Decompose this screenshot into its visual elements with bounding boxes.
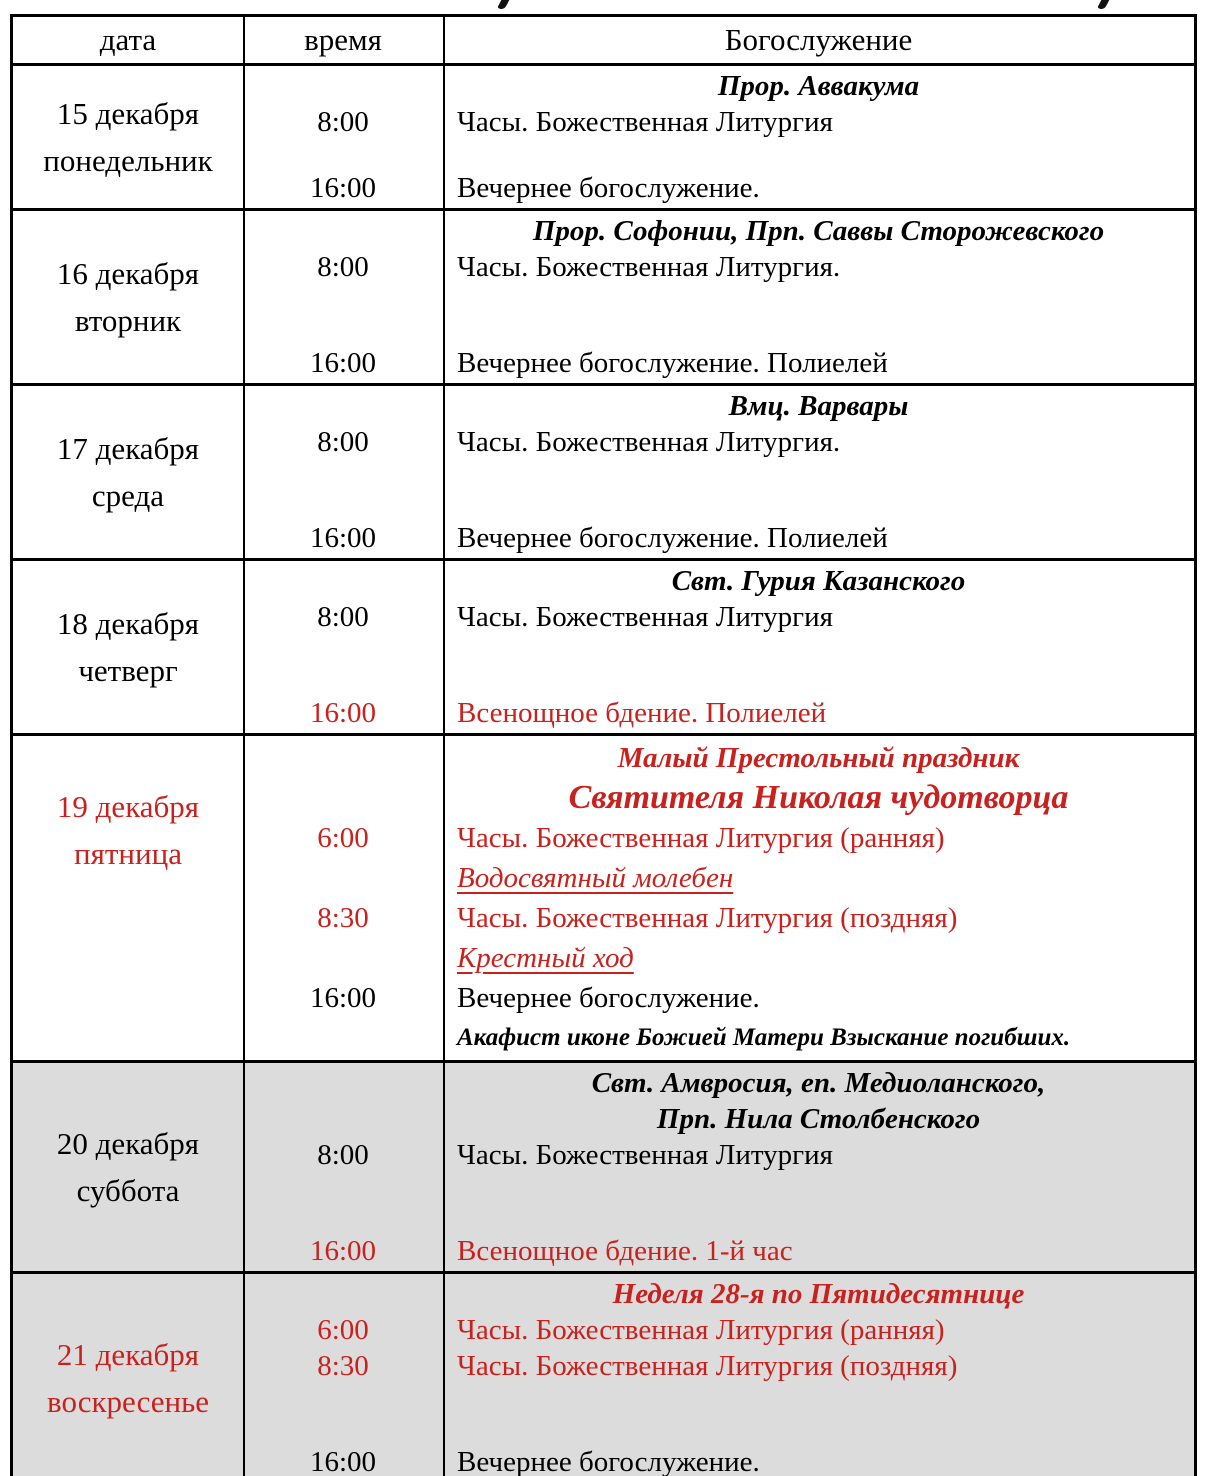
feast-line — [243, 1101, 1194, 1137]
service-text: Часы. Божественная Литургия — [457, 106, 833, 138]
schedule-row — [13, 66, 1194, 211]
feast-title: Прор. Софонии, Прп. Саввы Сторожевского — [532, 215, 1105, 247]
column-divider — [443, 1274, 445, 1476]
service-lines — [243, 68, 1194, 206]
service-line — [243, 345, 1194, 381]
feast-title: Вмц. Варвары — [728, 390, 909, 422]
service-time: 6:00 — [317, 822, 369, 854]
service-line — [243, 1348, 1194, 1384]
service-time — [243, 858, 443, 898]
column-divider — [443, 66, 445, 208]
service-time — [243, 68, 443, 104]
service-time — [243, 738, 443, 778]
column-divider — [243, 1274, 245, 1476]
date-line: вторник — [74, 303, 182, 338]
service-time: 8:00 — [317, 251, 369, 283]
table-header-row — [13, 17, 1194, 66]
feast-title: Святителя Николая чудотворца — [568, 779, 1069, 816]
service-text: Вечернее богослужение. Полиелей — [457, 522, 888, 554]
date-cell — [13, 68, 243, 206]
service-line — [243, 170, 1194, 206]
blank-line — [243, 315, 1194, 345]
column-divider — [443, 17, 445, 63]
service-time: 8:00 — [317, 1139, 369, 1171]
feast-title: Прор. Аввакума — [717, 70, 920, 102]
date-line: 16 декабря — [56, 256, 200, 291]
service-time — [243, 938, 443, 978]
service-text: Часы. Божественная Литургия — [457, 601, 833, 633]
column-divider — [243, 66, 245, 208]
service-text: Часы. Божественная Литургия (ранняя) — [457, 822, 945, 854]
feast-line — [243, 738, 1194, 778]
service-line — [243, 520, 1194, 556]
service-time: 16:00 — [309, 522, 377, 554]
service-time — [243, 213, 443, 249]
column-header-service: Богослужение — [724, 22, 913, 57]
service-time — [243, 1018, 443, 1058]
service-line — [243, 818, 1194, 858]
feast-title: Малый Престольный праздник — [617, 742, 1020, 774]
feast-title: Прп. Нила Столбенского — [656, 1103, 981, 1135]
service-time — [243, 1065, 443, 1101]
cropped-title-fragment — [497, 0, 509, 11]
column-divider — [243, 211, 245, 383]
blank-line — [243, 460, 1194, 490]
feast-title: Неделя 28-я по Пятидесятнице — [612, 1278, 1025, 1310]
feast-line — [243, 1276, 1194, 1312]
blank-line — [243, 1173, 1194, 1203]
date-line: 15 декабря — [56, 96, 200, 131]
column-divider — [443, 386, 445, 558]
service-text: Часы. Божественная Литургия (поздняя) — [457, 902, 958, 934]
service-text: Вечернее богослужение. — [457, 1446, 760, 1476]
feast-line — [243, 213, 1194, 249]
service-text: Всенощное бдение. 1-й час — [457, 1235, 793, 1267]
blank-line — [243, 140, 1194, 170]
date-cell — [13, 213, 243, 381]
service-time: 8:30 — [317, 1350, 369, 1382]
service-text: Часы. Божественная Литургия. — [457, 251, 841, 283]
feast-title: Свт. Амвросия, еп. Медиоланского, — [591, 1067, 1046, 1099]
column-divider — [243, 17, 245, 63]
column-divider — [443, 736, 445, 1060]
service-line — [243, 1233, 1194, 1269]
service-lines — [243, 213, 1194, 381]
date-line: 18 декабря — [56, 606, 200, 641]
column-divider — [443, 561, 445, 733]
date-line: четверг — [78, 653, 178, 688]
service-time: 16:00 — [309, 347, 377, 379]
service-line — [243, 898, 1194, 938]
blank-line — [243, 635, 1194, 665]
blank-line — [243, 1203, 1194, 1233]
service-line — [243, 1312, 1194, 1348]
date-line: 21 декабря — [56, 1337, 200, 1372]
table-body — [13, 66, 1194, 1476]
feast-line — [243, 1065, 1194, 1101]
schedule-row — [13, 736, 1194, 1063]
service-text: Водосвятный молебен — [457, 862, 734, 894]
schedule-row — [13, 1063, 1194, 1274]
service-time — [243, 1276, 443, 1312]
column-divider — [243, 561, 245, 733]
date-cell — [13, 388, 243, 556]
service-text: Часы. Божественная Литургия. — [457, 426, 841, 458]
service-lines — [243, 1276, 1194, 1476]
date-cell — [13, 1276, 243, 1476]
service-line — [243, 938, 1194, 978]
service-time: 8:00 — [317, 426, 369, 458]
date-line: воскресенье — [47, 1384, 209, 1419]
service-time: 16:00 — [309, 1446, 377, 1476]
service-time: 16:00 — [309, 1235, 377, 1267]
service-line — [243, 249, 1194, 285]
column-divider — [443, 1063, 445, 1271]
date-line: понедельник — [43, 143, 213, 178]
feast-line — [243, 778, 1194, 818]
feast-line — [243, 68, 1194, 104]
service-time: 8:00 — [317, 601, 369, 633]
schedule-row — [13, 211, 1194, 386]
date-cell — [13, 738, 243, 1058]
service-text: Часы. Божественная Литургия (ранняя) — [457, 1314, 945, 1346]
service-lines — [243, 1065, 1194, 1269]
service-lines — [243, 738, 1194, 1058]
schedule-row — [13, 386, 1194, 561]
column-divider — [443, 211, 445, 383]
service-time: 8:00 — [317, 106, 369, 138]
service-line — [243, 695, 1194, 731]
column-header-time: время — [304, 22, 382, 57]
blank-line — [243, 285, 1194, 315]
cropped-title-fragment — [1097, 0, 1109, 11]
service-line — [243, 1444, 1194, 1476]
service-text: Крестный ход — [457, 942, 634, 974]
blank-line — [243, 1414, 1194, 1444]
service-time: 16:00 — [309, 982, 377, 1014]
service-line — [243, 424, 1194, 460]
note-text: Акафист иконе Божией Матери Взыскание погибших. — [457, 1024, 1071, 1051]
date-line: 20 декабря — [56, 1126, 200, 1161]
service-text: Всенощное бдение. Полиелей — [457, 697, 827, 729]
date-line: 19 декабря — [56, 789, 200, 824]
service-line — [243, 104, 1194, 140]
service-schedule-table — [10, 14, 1197, 1476]
feast-line — [243, 563, 1194, 599]
blank-line — [243, 1384, 1194, 1414]
date-cell — [13, 1065, 243, 1269]
column-divider — [243, 386, 245, 558]
date-line: пятница — [74, 836, 182, 871]
service-time: 16:00 — [309, 172, 377, 204]
service-text: Вечернее богослужение. — [457, 982, 760, 1014]
service-time — [243, 563, 443, 599]
date-line: среда — [91, 478, 165, 513]
note-line — [243, 1018, 1194, 1058]
service-line — [243, 1137, 1194, 1173]
service-text: Вечернее богослужение. — [457, 172, 760, 204]
service-text: Часы. Божественная Литургия (поздняя) — [457, 1350, 958, 1382]
service-lines — [243, 563, 1194, 731]
service-line — [243, 599, 1194, 635]
column-divider — [243, 736, 245, 1060]
service-time — [243, 1101, 443, 1137]
service-line — [243, 978, 1194, 1018]
schedule-row — [13, 1274, 1194, 1476]
service-lines — [243, 388, 1194, 556]
schedule-row — [13, 561, 1194, 736]
feast-title: Свт. Гурия Казанского — [671, 565, 966, 597]
blank-line — [243, 665, 1194, 695]
feast-line — [243, 388, 1194, 424]
blank-line — [243, 490, 1194, 520]
date-cell — [13, 563, 243, 731]
service-time: 8:30 — [317, 902, 369, 934]
service-line — [243, 858, 1194, 898]
service-time: 16:00 — [309, 697, 377, 729]
column-divider — [243, 1063, 245, 1271]
service-text: Часы. Божественная Литургия — [457, 1139, 833, 1171]
service-text: Вечернее богослужение. Полиелей — [457, 347, 888, 379]
date-line: суббота — [76, 1173, 180, 1208]
service-time: 6:00 — [317, 1314, 369, 1346]
service-time — [243, 388, 443, 424]
service-time — [243, 778, 443, 818]
date-line: 17 декабря — [56, 431, 200, 466]
column-header-date: дата — [99, 22, 157, 57]
